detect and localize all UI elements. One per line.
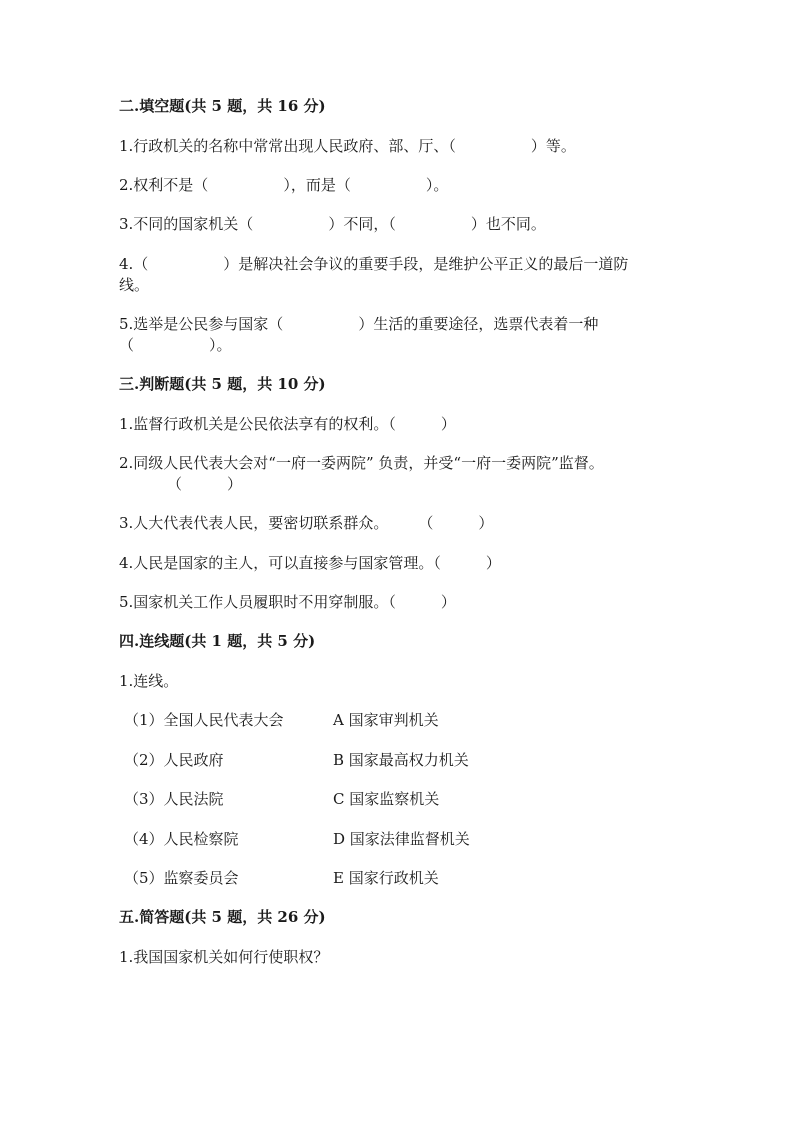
matching-left-item: （4）人民检察院 xyxy=(124,830,239,848)
question-judge-2-line1: 2.同级人民代表大会对“一府一委两院” 负责，并受“一府一委两院”监督。 xyxy=(119,454,604,472)
question-short-answer-1: 1.我国国家机关如何行使职权？ xyxy=(119,948,329,966)
matching-right-item: C 国家监察机关 xyxy=(333,790,440,808)
question-fill-5-line2: （ ）。 xyxy=(119,336,232,354)
question-judge-1: 1.监督行政机关是公民依法享有的权利。（ ） xyxy=(119,415,456,433)
question-judge-2-line2: （ ） xyxy=(167,475,243,493)
question-judge-3: 3.人大代表代表人民，要密切联系群众。 （ ） xyxy=(119,514,494,532)
matching-right-item: E 国家行政机关 xyxy=(333,869,439,887)
section-heading-judge: 三.判断题(共 5 题，共 10 分) xyxy=(119,375,326,393)
section-heading-short-answer: 五.简答题(共 5 题，共 26 分) xyxy=(119,908,326,926)
question-fill-4-line2: 线。 xyxy=(119,276,150,294)
matching-left-item: （2）人民政府 xyxy=(124,751,224,769)
question-matching-1: 1.连线。 xyxy=(119,672,179,690)
question-fill-4-line1: 4.（ ）是解决社会争议的重要手段，是维护公平正义的最后一道防 xyxy=(119,255,629,273)
matching-left-item: （5）监察委员会 xyxy=(124,869,239,887)
question-fill-1: 1.行政机关的名称中常常出现人民政府、部、厅、（ ）等。 xyxy=(119,137,576,155)
section-heading-matching: 四.连线题(共 1 题，共 5 分) xyxy=(119,632,316,650)
question-fill-3: 3.不同的国家机关（ ）不同，（ ）也不同。 xyxy=(119,215,546,233)
matching-right-item: D 国家法律监督机关 xyxy=(333,830,470,848)
section-heading-fill-blank: 二.填空题(共 5 题，共 16 分) xyxy=(119,97,326,115)
matching-left-item: （1）全国人民代表大会 xyxy=(124,711,284,729)
question-fill-2: 2.权利不是（ ），而是（ ）。 xyxy=(119,176,449,194)
question-judge-4: 4.人民是国家的主人，可以直接参与国家管理。（ ） xyxy=(119,554,501,572)
matching-right-item: A 国家审判机关 xyxy=(333,711,439,729)
matching-left-item: （3）人民法院 xyxy=(124,790,224,808)
matching-right-item: B 国家最高权力机关 xyxy=(333,751,469,769)
question-judge-5: 5.国家机关工作人员履职时不用穿制服。（ ） xyxy=(119,593,456,611)
question-fill-5-line1: 5.选举是公民参与国家（ ）生活的重要途径，选票代表着一种 xyxy=(119,315,599,333)
